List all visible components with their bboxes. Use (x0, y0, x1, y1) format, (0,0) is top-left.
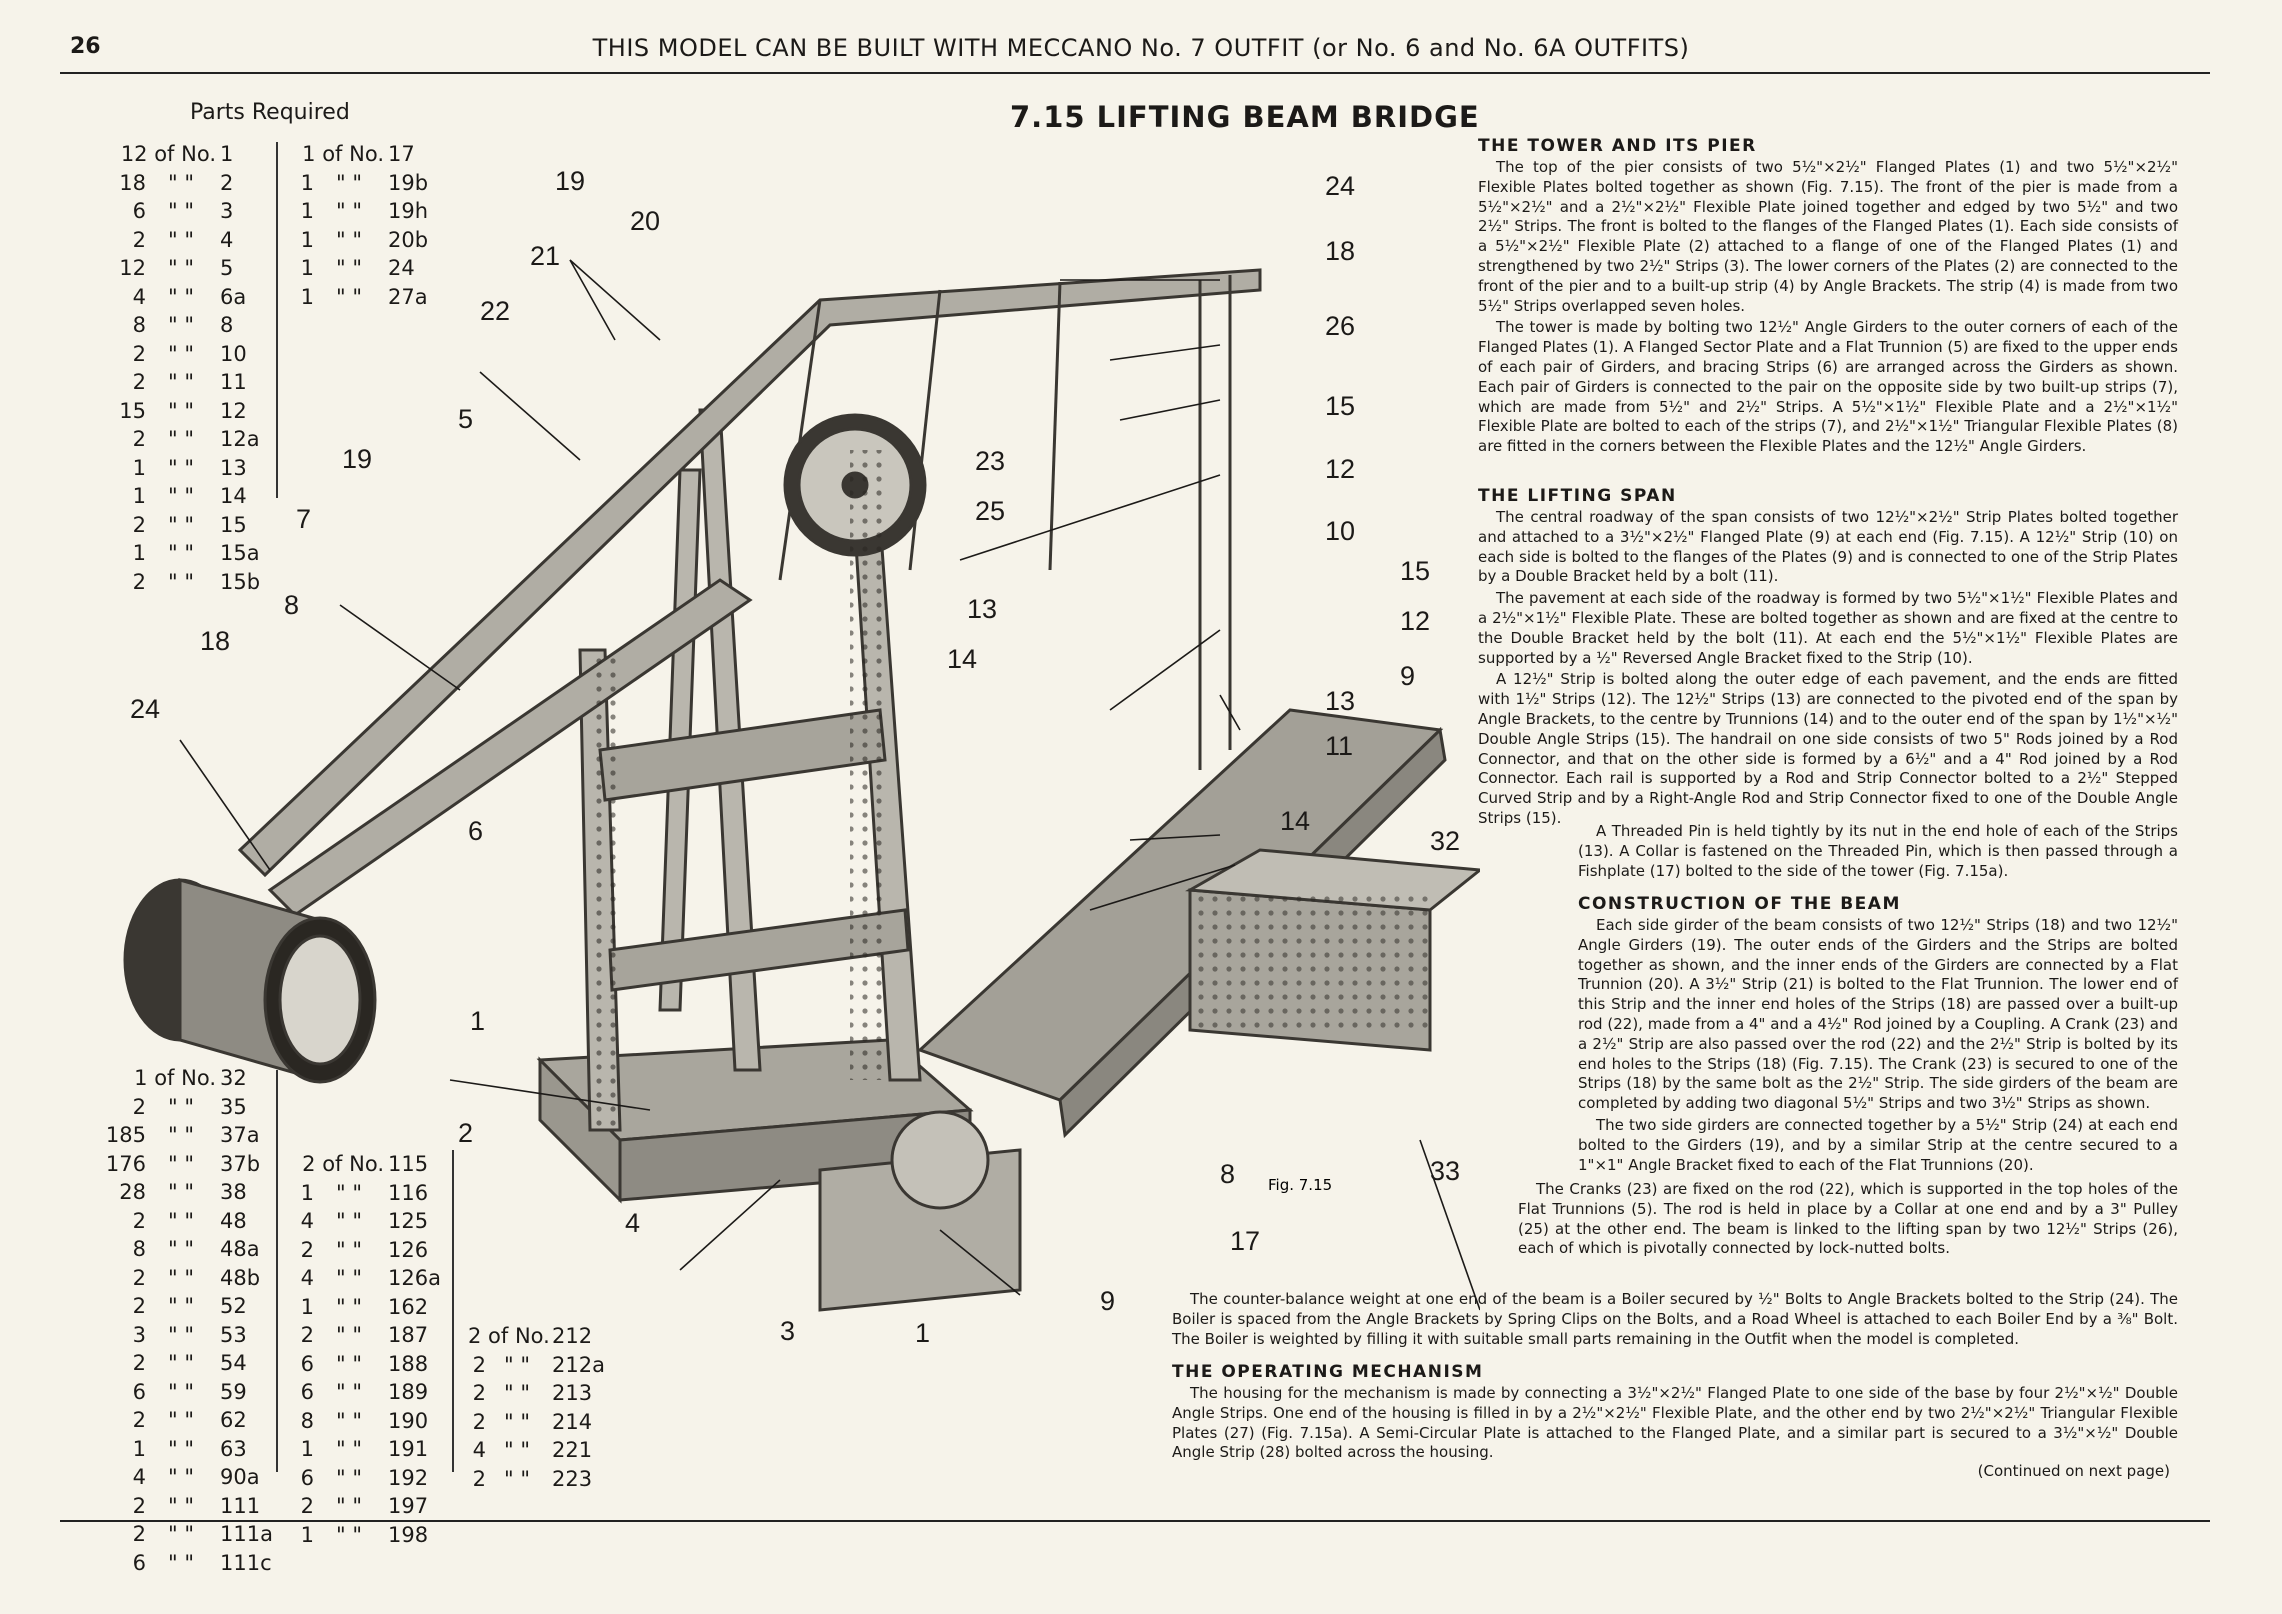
part-quantity: 1 (300, 1522, 314, 1547)
ditto-mark: " " (168, 541, 194, 565)
ditto-mark: " " (168, 1094, 194, 1119)
header-rule (60, 72, 2210, 74)
callout-number: 15 (1325, 391, 1356, 421)
part-number: 32 (220, 1066, 247, 1090)
part-number: 115 (388, 1152, 429, 1176)
ditto-mark: " " (336, 1237, 362, 1262)
part-quantity: 1 (132, 484, 146, 508)
part-quantity: 2 (132, 1094, 146, 1119)
part-number: 17 (388, 142, 415, 166)
section-tower (1478, 136, 2178, 459)
ditto-mark: " " (168, 1123, 194, 1147)
callout-number: 23 (975, 446, 1006, 476)
part-quantity: 6 (132, 199, 146, 223)
part-quantity: 6 (132, 1379, 146, 1404)
callout-number: 5 (458, 404, 474, 434)
part-number: 63 (220, 1436, 247, 1461)
ditto-mark: " " (336, 1209, 362, 1233)
part-number: 126 (388, 1237, 429, 1262)
part-number: 111c (220, 1550, 272, 1575)
part-row (104, 1463, 278, 1492)
ditto-mark: " " (336, 170, 362, 195)
part-number: 125 (388, 1209, 429, 1233)
bridge-diagram (60, 150, 1480, 1460)
page-number: 26 (70, 34, 101, 59)
ditto-mark: " " (168, 1151, 194, 1176)
part-row (104, 1492, 278, 1521)
callout-number: 7 (296, 504, 312, 534)
ditto-mark: " " (168, 1294, 194, 1318)
callout-number: 13 (1325, 686, 1356, 716)
figure-label: Fig. 7.15 (1268, 1176, 1333, 1194)
part-row (468, 1465, 610, 1494)
part-row (104, 1549, 278, 1578)
callout-number: 8 (284, 590, 300, 620)
ditto-mark: " " (168, 313, 194, 337)
callout-number: 1 (470, 1006, 486, 1036)
ditto-mark: " " (168, 1493, 194, 1518)
part-quantity: 2 (132, 1408, 146, 1432)
callout-number: 21 (530, 241, 561, 271)
part-number: 213 (552, 1381, 593, 1405)
part-number: 188 (388, 1351, 429, 1376)
callout-number: 24 (1325, 171, 1356, 201)
part-quantity: 2 (132, 1294, 146, 1318)
ditto-mark: " " (168, 170, 194, 195)
callout-number: 2 (458, 1118, 474, 1148)
part-quantity: 1 (300, 256, 314, 280)
part-quantity: 176 (105, 1151, 146, 1176)
part-number: 90a (220, 1465, 260, 1489)
part-quantity: 6 (132, 1550, 146, 1575)
ditto-mark: " " (168, 1379, 194, 1404)
ditto-mark: " " (336, 1323, 362, 1347)
part-quantity: 1 (132, 1436, 146, 1461)
ditto-mark: " " (168, 427, 194, 451)
part-number: 19h (388, 199, 429, 223)
part-number: 35 (220, 1094, 247, 1119)
part-row (296, 1521, 446, 1550)
ditto-mark: " " (168, 1265, 194, 1290)
part-row (104, 1520, 278, 1549)
part-quantity: 4 (300, 1266, 314, 1290)
part-quantity: 2 of No. (468, 1324, 550, 1348)
callout-number: 26 (1325, 311, 1356, 341)
paragraph: The counter-balance weight at one end of the beam is a Boiler secured by ½" Bolts to Angle Brackets bolted to the Strip (24). The Boiler is spaced from the Angle Brackets by Spring Clips on the Bolts, and a Road Wheel is attached to each Boiler End by a ⅜" Bolt. The Boiler is weighted by filling it with suitable small parts remaining in the Outfit when the model is completed. (1172, 1290, 2178, 1348)
callout-number: 14 (947, 644, 978, 674)
paragraph: The tower is made by bolting two 12½" Angle Girders to the outer corners of each of the Flanged Plates (1). A Flanged Sector Plate and a Flat Trunnion (5) are fixed to the upper ends of each pair of Girders, and bracing Strips (6) are arranged across the Girders as shown. Each pair of Girders is connected to the pair on the opposite side by two built-up strips (7), which are made from 5½" and 2½" Strips. A 5½"×1½" Flexible Plate and a 2½"×1½" Flexible Plate are bolted to each of the strips (7), and 2½"×1½" Triangular Flexible Plates (8) are fitted in the corners between the Flexible Plates and the 12½" Angle Girders. (1478, 318, 2178, 456)
part-quantity: 2 (132, 1493, 146, 1518)
callout-number: 18 (1325, 236, 1356, 266)
part-quantity: 2 (472, 1466, 486, 1491)
callout-number: 3 (780, 1316, 796, 1346)
ditto-mark: " " (336, 1266, 362, 1290)
ditto-mark: " " (168, 398, 194, 423)
ditto-mark: " " (336, 284, 362, 309)
part-number: 1 (220, 142, 234, 166)
tower-structure (125, 270, 1480, 1310)
part-quantity: 1 (300, 227, 314, 252)
paragraph: Each side girder of the beam consists of two 12½" Strips (18) and two 12½" Angle Girders (19). The outer ends of the Girders and the Strips are bolted together as shown, and the inner ends of the Girders are connected by a Flat Trunnion (20). A 3½" Strip (21) is bolted to the Flat Trunnion. The lower end of this Strip and the inner end holes of the Strips (18) are passed over a built-up rod (22), made from a 4" and a 4½" Rod joined by a Coupling. A Crank (23) and a 2½" Strip are also passed over the rod (22) and the 2½" Strip is bolted by its end holes to the Strips (18) (Fig. 7.15). The Crank (23) is secured to one of the Strips (18) by the same bolt as the 2½" Strip. The side girders of the beam are completed by adding two diagonal 5½" Strips and two 3½" Strips as shown. (1578, 916, 2178, 1113)
part-number: 59 (220, 1379, 247, 1404)
model-title: 7.15 LIFTING BEAM BRIDGE (1010, 100, 1480, 134)
part-number: 53 (220, 1322, 247, 1347)
ditto-mark: " " (504, 1381, 530, 1405)
ditto-mark: " " (168, 1208, 194, 1233)
ditto-mark: " " (168, 341, 194, 366)
part-quantity: 4 (300, 1209, 314, 1233)
section-heading: THE TOWER AND ITS PIER (1478, 136, 1757, 156)
section-heading: THE OPERATING MECHANISM (1172, 1362, 1484, 1382)
part-quantity: 2 (300, 1323, 314, 1347)
part-number: 48a (220, 1237, 260, 1261)
part-number: 191 (388, 1437, 429, 1461)
part-number: 48b (220, 1265, 261, 1290)
callout-number: 20 (630, 206, 661, 236)
callout-number: 13 (967, 594, 998, 624)
ditto-mark: " " (168, 1408, 194, 1432)
paragraph: The central roadway of the span consists of two 12½"×2½" Strip Plates bolted together and attached to a 3½"×2½" Flanged Plate (9) at each end (Fig. 7.15). A 12½" Strip (10) on each side is bolted to the flanges of the Plates (9) and is connected to one of the Strip Plates by a Double Bracket held by a bolt (11). (1478, 508, 2178, 586)
part-quantity: 2 (132, 512, 146, 537)
ditto-mark: " " (336, 256, 362, 280)
part-quantity: 2 (300, 1494, 314, 1518)
ditto-mark: " " (168, 1436, 194, 1461)
part-quantity: 2 (132, 569, 146, 594)
callout-number: 14 (1280, 806, 1311, 836)
page-header: THIS MODEL CAN BE BUILT WITH MECCANO No. 7 OUTFIT (or No. 6 and No. 6A OUTFITS) (592, 34, 1690, 62)
part-quantity: 1 (300, 1294, 314, 1319)
part-quantity: 2 (132, 1208, 146, 1233)
paragraph: A 12½" Strip is bolted along the outer edge of each pavement, and the ends are fitted with 1½" Strips (12). The 12½" Strips (13) are connected to the pivoted end of the span by Angle Brackets, to the centre by Trunnions (14) and to the outer end of the span by 1½"×½" Double Angle Strips (15). The handrail on one side consists of two 5" Rods joined by a Rod Connector, and that on the other side is formed by a 6½" and a 4" Rod joined by a Rod Connector. Each rail is supported by a Rod and Strip Connector bolted to a 2½" Stepped Curved Strip and by a Right-Angle Rod and Strip Connector fixed to one of the Double Angle Strips (15). (1478, 670, 2178, 827)
part-quantity: 2 (132, 1522, 146, 1546)
ditto-mark: " " (504, 1409, 530, 1434)
callout-number: 10 (1325, 516, 1356, 546)
ditto-mark: " " (168, 569, 194, 594)
part-quantity: 3 (132, 1322, 146, 1347)
part-number: 192 (388, 1465, 429, 1490)
part-quantity: 1 (300, 170, 314, 195)
paragraph: A Threaded Pin is held tightly by its nut in the end hole of each of the Strips (13). A Collar is fastened on the Threaded Pin, which is then passed through a Fishplate (17) bolted to the side of the tower (Fig. 7.15a). (1578, 822, 2178, 880)
paragraph: The pavement at each side of the roadway is formed by two 5½"×1½" Flexible Plates and a 2½"×1½" Flexible Plate. These are bolted together as shown and are fixed at the centre to the Double Bracket held by the bolt (11). At each end the 5½"×1½" Flexible Plates are supported by a ½" Reversed Angle Bracket fixed to the Strip (10). (1478, 589, 2178, 667)
part-quantity: 2 (132, 370, 146, 394)
part-number: 198 (388, 1522, 429, 1547)
part-row (296, 1464, 446, 1493)
paragraph: The housing for the mechanism is made by connecting a 3½"×2½" Flanged Plate to one side of the base by four 2½"×½" Double Angle Strips. One end of the housing is filled in by a 2½"×2½" Flexible Plate, and the other end by two 2½"×2½" Triangular Flexible Plates (27) (Fig. 7.15a). A Semi-Circular Plate is attached to the Flanged Plate, and a similar part is secured to a 3½"×½" Double Angle Strip (28) bolted across the housing. (1172, 1384, 2178, 1462)
ditto-mark: " " (168, 1550, 194, 1575)
callout-number: 11 (1325, 731, 1354, 761)
paragraph: The top of the pier consists of two 5½"×2½" Flanged Plates (1) and two 5½"×2½" Flexible Plates bolted together as shown (Fig. 7.15). The front of the pier is made from a 5½"×2½" and a 2½"×2½" Flexible Plate joined together and edged by two 5½" and two 2½" Strips. The front is bolted to the flanges of the Flanged Plates (1). Each side consists of a 5½"×2½" Flexible Plate (2) attached to a flange of one of the Flanged Plates (1) and strengthened by two 2½" Strips (3). The lower corners of the Plates (2) are connected to the front of the pier and to a built-up strip (4) by Angle Brackets. The strip (4) is made from two 5½" Strips overlapped seven holes. (1478, 158, 2178, 315)
part-number: 212 (552, 1324, 593, 1348)
part-number: 8 (220, 313, 234, 337)
part-quantity: 1 of No. (302, 142, 384, 166)
part-quantity: 1 of No. (134, 1066, 216, 1090)
callout-number: 24 (130, 694, 161, 724)
ditto-mark: " " (336, 1380, 362, 1404)
section-heading: THE LIFTING SPAN (1478, 486, 1677, 506)
callout-number: 4 (625, 1208, 641, 1238)
ditto-mark: " " (168, 1322, 194, 1347)
part-number: 52 (220, 1294, 247, 1318)
part-number: 19b (388, 170, 429, 195)
part-quantity: 4 (132, 284, 146, 309)
callout-number: 12 (1325, 454, 1356, 484)
part-number: 189 (388, 1380, 429, 1404)
part-quantity: 8 (300, 1408, 314, 1433)
part-quantity: 4 (472, 1438, 486, 1462)
part-quantity: 2 (472, 1409, 486, 1434)
callout-number: 15 (1400, 556, 1431, 586)
ditto-mark: " " (168, 455, 194, 480)
ditto-mark: " " (168, 256, 194, 280)
callout-number: 19 (555, 166, 586, 196)
part-quantity: 1 (132, 541, 146, 565)
ditto-mark: " " (504, 1438, 530, 1462)
part-number: 54 (220, 1351, 247, 1375)
paragraph: The two side girders are connected together by a 5½" Strip (24) at each end bolted to the Girders (19), and by a similar Strip at the centre secured to a 1"×1" Angle Bracket fixed to each of the Flat Trunnions (20). (1578, 1115, 2178, 1174)
callout-number: 8 (1220, 1159, 1236, 1189)
ditto-mark: " " (168, 1465, 194, 1489)
part-number: 116 (388, 1180, 429, 1205)
part-number: 223 (552, 1466, 593, 1491)
ditto-mark: " " (336, 227, 362, 252)
part-quantity: 6 (300, 1351, 314, 1376)
ditto-mark: " " (168, 227, 194, 252)
ditto-mark: " " (168, 284, 194, 309)
part-number: 15 (220, 512, 247, 537)
part-number: 214 (552, 1409, 593, 1434)
ditto-mark: " " (168, 1180, 194, 1204)
part-number: 190 (388, 1408, 429, 1433)
part-number: 27a (388, 284, 428, 309)
part-quantity: 8 (132, 1237, 146, 1261)
ditto-mark: " " (336, 1494, 362, 1518)
part-number: 3 (220, 199, 234, 223)
ditto-mark: " " (336, 1351, 362, 1376)
part-number: 38 (220, 1180, 247, 1204)
ditto-mark: " " (504, 1352, 530, 1377)
part-number: 187 (388, 1323, 429, 1347)
part-number: 2 (220, 170, 234, 195)
part-quantity: 28 (119, 1180, 146, 1204)
callout-number: 17 (1230, 1226, 1261, 1256)
part-number: 12 (220, 398, 247, 423)
ditto-mark: " " (168, 1351, 194, 1375)
part-quantity: 2 (472, 1381, 486, 1405)
part-number: 4 (220, 227, 234, 252)
part-number: 5 (220, 256, 234, 280)
part-number: 37b (220, 1151, 261, 1176)
part-quantity: 185 (105, 1123, 146, 1147)
part-number: 111 (220, 1493, 261, 1518)
part-row (296, 1492, 446, 1521)
part-quantity: 15 (119, 398, 146, 423)
ditto-mark: " " (168, 484, 194, 508)
ditto-mark: " " (168, 199, 194, 223)
part-number: 212a (552, 1352, 605, 1377)
callout-number: 9 (1100, 1286, 1116, 1316)
part-quantity: 2 (132, 1265, 146, 1290)
part-number: 221 (552, 1438, 593, 1462)
part-quantity: 6 (300, 1380, 314, 1404)
part-number: 162 (388, 1294, 429, 1319)
part-quantity: 12 (119, 256, 146, 280)
part-quantity: 2 (132, 341, 146, 366)
ditto-mark: " " (168, 1237, 194, 1261)
part-number: 13 (220, 455, 247, 480)
callout-number: 18 (200, 626, 231, 656)
section-heading: CONSTRUCTION OF THE BEAM (1578, 894, 1901, 914)
part-quantity: 8 (132, 313, 146, 337)
part-quantity: 2 (132, 427, 146, 451)
section-lifting-span (1478, 486, 2178, 831)
ditto-mark: " " (504, 1466, 530, 1491)
ditto-mark: " " (336, 1437, 362, 1461)
part-quantity: 2 (132, 1351, 146, 1375)
part-quantity: 1 (132, 455, 146, 480)
part-quantity: 4 (132, 1465, 146, 1489)
ditto-mark: " " (168, 370, 194, 394)
part-number: 37a (220, 1123, 260, 1147)
part-number: 15b (220, 569, 261, 594)
callout-number: 6 (468, 816, 484, 846)
ditto-mark: " " (168, 512, 194, 537)
part-number: 14 (220, 484, 247, 508)
part-quantity: 1 (300, 1437, 314, 1461)
part-number: 12a (220, 427, 260, 451)
part-number: 48 (220, 1208, 247, 1233)
ditto-mark: " " (336, 1408, 362, 1433)
callout-number: 33 (1430, 1156, 1461, 1186)
part-number: 11 (220, 370, 247, 394)
part-quantity: 6 (300, 1465, 314, 1490)
callout-number: 12 (1400, 606, 1431, 636)
part-number: 24 (388, 256, 415, 280)
part-quantity: 2 (132, 227, 146, 252)
callout-number: 22 (480, 296, 511, 326)
ditto-mark: " " (336, 1522, 362, 1547)
part-number: 6a (220, 284, 247, 309)
part-quantity: 2 (472, 1352, 486, 1377)
paragraph: The Cranks (23) are fixed on the rod (22), which is supported in the top holes of the Flat Trunnions (5). The rod is held in place by a Collar at one end and by a 3" Pulley (25) at the other end. The beam is linked to the lifting span by two 12½" Strips (26), each of which is pivotally connected by lock-nutted bolts. (1518, 1180, 2178, 1258)
part-number: 197 (388, 1494, 429, 1518)
part-quantity: 2 of No. (302, 1152, 384, 1176)
part-quantity: 1 (300, 199, 314, 223)
callout-number: 32 (1430, 826, 1461, 856)
ditto-mark: " " (336, 1294, 362, 1319)
callout-number: 1 (915, 1318, 931, 1348)
ditto-mark: " " (336, 1465, 362, 1490)
parts-required-title: Parts Required (190, 100, 350, 125)
part-quantity: 1 (300, 1180, 314, 1205)
part-number: 15a (220, 541, 260, 565)
callout-number: 9 (1400, 661, 1416, 691)
continued-note: (Continued on next page) (1977, 1462, 2170, 1480)
part-number: 10 (220, 341, 247, 366)
callout-number: 25 (975, 496, 1006, 526)
part-number: 62 (220, 1408, 247, 1432)
ditto-mark: " " (336, 199, 362, 223)
ditto-mark: " " (168, 1522, 194, 1546)
part-number: 111a (220, 1522, 273, 1546)
part-quantity: 18 (119, 170, 146, 195)
footer-rule (60, 1520, 2210, 1522)
part-number: 126a (388, 1266, 441, 1290)
part-quantity: 1 (300, 284, 314, 309)
callout-number: 19 (342, 444, 373, 474)
part-number: 20b (388, 227, 429, 252)
part-quantity: 12 of No. (120, 142, 216, 166)
section-beam (1578, 894, 2178, 1177)
ditto-mark: " " (336, 1180, 362, 1205)
part-quantity: 2 (300, 1237, 314, 1262)
